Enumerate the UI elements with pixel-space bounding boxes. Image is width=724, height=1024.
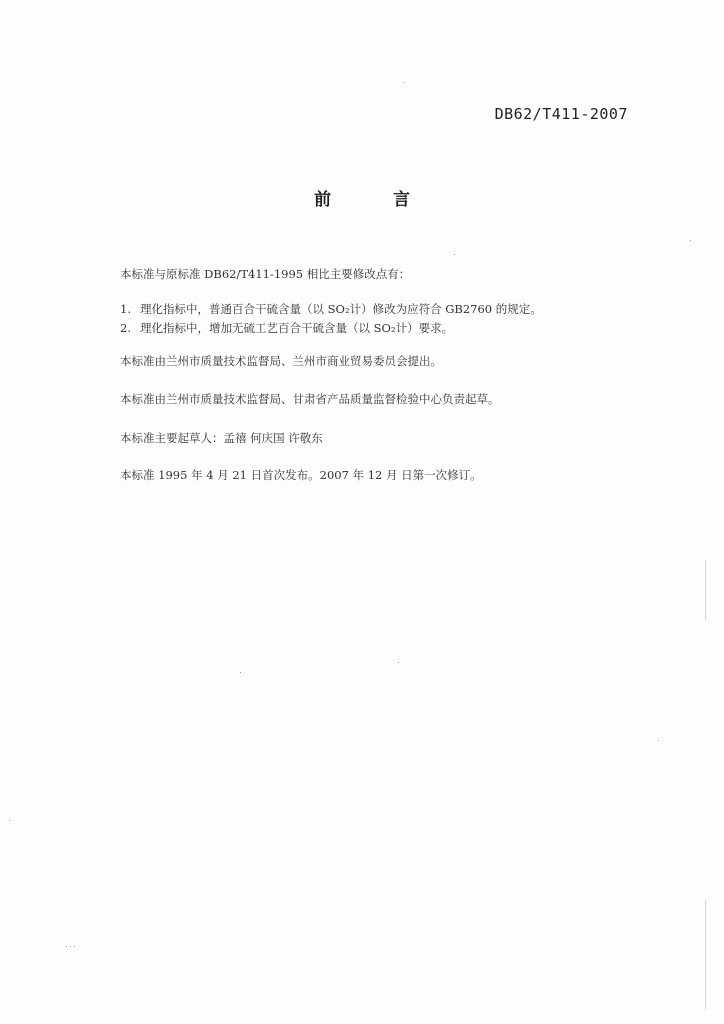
list-item [120,299,542,319]
history-paragraph: 本标准 1995 年 4 月 21 日首次发布。2007 年 12 月 日第一次修订。 [120,468,482,482]
proposed-by-paragraph: 本标准由兰州市质量技术监督局、兰州市商业贸易委员会提出。 [120,354,442,368]
list-item-text: 理化指标中，增加无硫工艺百合干硫含量（以 SO₂计）要求。 [140,321,454,335]
scan-speck [9,820,10,821]
list-item-number: 1. [120,302,131,316]
list-item-text: 理化指标中，普通百合干硫含量（以 SO₂计）修改为应符合 GB2760 的规定。 [140,302,542,316]
standard-number: DB62/T411-2007 [494,105,628,123]
scan-speck [70,946,71,947]
scan-speck [404,82,405,83]
scan-speck [454,254,455,255]
scan-edge-mark [705,900,706,1010]
scan-speck [690,240,691,241]
scan-speck [74,946,75,947]
scan-speck [240,672,241,673]
drafting-unit-paragraph: 本标准由兰州市质量技术监督局、甘肃省产品质量监督检验中心负责起草。 [120,392,500,406]
page-title: 前 言 [314,190,438,210]
drafters-paragraph: 本标准主要起草人：孟禧 何庆国 许敬东 [120,431,323,445]
scan-edge-mark [705,560,706,620]
list-item [120,318,453,338]
intro-paragraph: 本标准与原标准 DB62/T411-1995 相比主要修改点有： [120,267,411,281]
scan-speck [398,662,399,663]
scan-speck [66,946,67,947]
list-item-number: 2. [120,321,131,335]
scan-speck [658,740,659,741]
